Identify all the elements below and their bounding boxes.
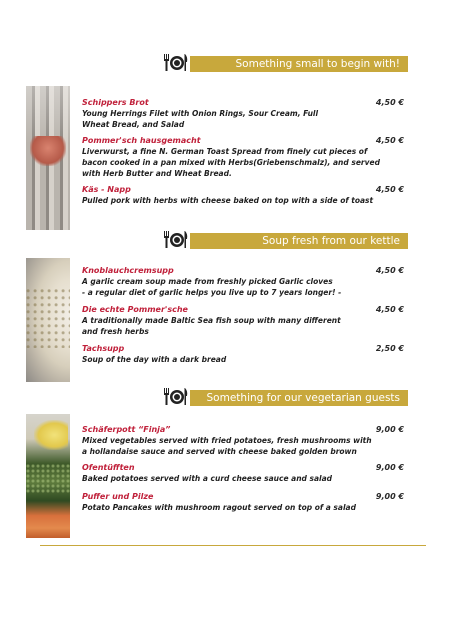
- section-heading: Something small to begin with!: [190, 56, 408, 72]
- dish-price: 9,00 €: [375, 492, 404, 501]
- menu-item: [82, 425, 408, 457]
- dish-description: A garlic cream soup made from freshly picked Garlic cloves - a regular diet of garlic helps you live up to 7 years longer! -: [82, 277, 342, 297]
- dish-name: Tachsupp: [82, 344, 125, 353]
- dish-price: 4,50 €: [375, 305, 404, 314]
- vegetarian-dish-photo: [26, 414, 70, 538]
- dish-price: 2,50 €: [375, 344, 404, 353]
- menu-item: [82, 266, 408, 298]
- dish-price: 4,50 €: [375, 136, 404, 145]
- section-header-vegetarian: [162, 386, 408, 406]
- dish-name: Pommer'sch hausgemacht: [82, 136, 201, 145]
- fork-knife-plate-icon: [162, 386, 190, 406]
- fork-knife-plate-icon: [162, 52, 190, 72]
- soup-photo: [26, 258, 70, 382]
- dish-name: Knoblauchcremsupp: [82, 266, 174, 275]
- dish-description: Soup of the day with a dark bread: [82, 355, 227, 364]
- footer-divider: [40, 545, 426, 546]
- dish-description: Potato Pancakes with mushroom ragout served on top of a salad: [82, 503, 356, 512]
- menu-item: [82, 136, 408, 179]
- dish-description: Baked potatoes served with a curd cheese sauce and salad: [82, 474, 333, 483]
- menu-item: [82, 305, 408, 337]
- menu-item: [82, 98, 408, 130]
- menu-item: [82, 344, 408, 365]
- dish-name: Ofentüfften: [82, 463, 135, 472]
- dish-name: Käs - Napp: [82, 185, 131, 194]
- dish-price: 4,50 €: [375, 266, 404, 275]
- menu-item: [82, 185, 408, 206]
- dish-description: Young Herrings Filet with Onion Rings, Sour Cream, Full Wheat Bread, and Salad: [82, 109, 319, 129]
- menu-item: [82, 492, 408, 513]
- dish-price: 4,50 €: [375, 98, 404, 107]
- section-header-soups: [162, 229, 408, 249]
- dish-price: 4,50 €: [375, 185, 404, 194]
- section-heading: Something for our vegetarian guests: [190, 390, 408, 406]
- section-header-starters: [162, 52, 408, 72]
- dish-description: Liverwurst, a fine N. German Toast Spread from finely cut pieces of bacon cooked in a pan mixed with Herbs(Griebenschmalz), and served with Herb Butter and Wheat Bread.: [82, 147, 380, 178]
- dish-name: Puffer und Pilze: [82, 492, 154, 501]
- restaurant-photo: [26, 86, 70, 230]
- dish-description: Pulled pork with herbs with cheese baked on top with a side of toast: [82, 196, 374, 205]
- dish-name: Die echte Pommer'sche: [82, 305, 188, 314]
- dish-name: Schäferpott “Finja”: [82, 425, 171, 434]
- dish-description: A traditionally made Baltic Sea fish soup with many different and fresh herbs: [82, 316, 341, 336]
- menu-item: [82, 463, 408, 484]
- dish-price: 9,00 €: [375, 425, 404, 434]
- dish-price: 9,00 €: [375, 463, 404, 472]
- section-heading: Soup fresh from our kettle: [190, 233, 408, 249]
- dish-name: Schippers Brot: [82, 98, 149, 107]
- fork-knife-plate-icon: [162, 229, 190, 249]
- dish-description: Mixed vegetables served with fried potatoes, fresh mushrooms with a hollandaise sauce and served with cheese baked golden brown: [82, 436, 372, 456]
